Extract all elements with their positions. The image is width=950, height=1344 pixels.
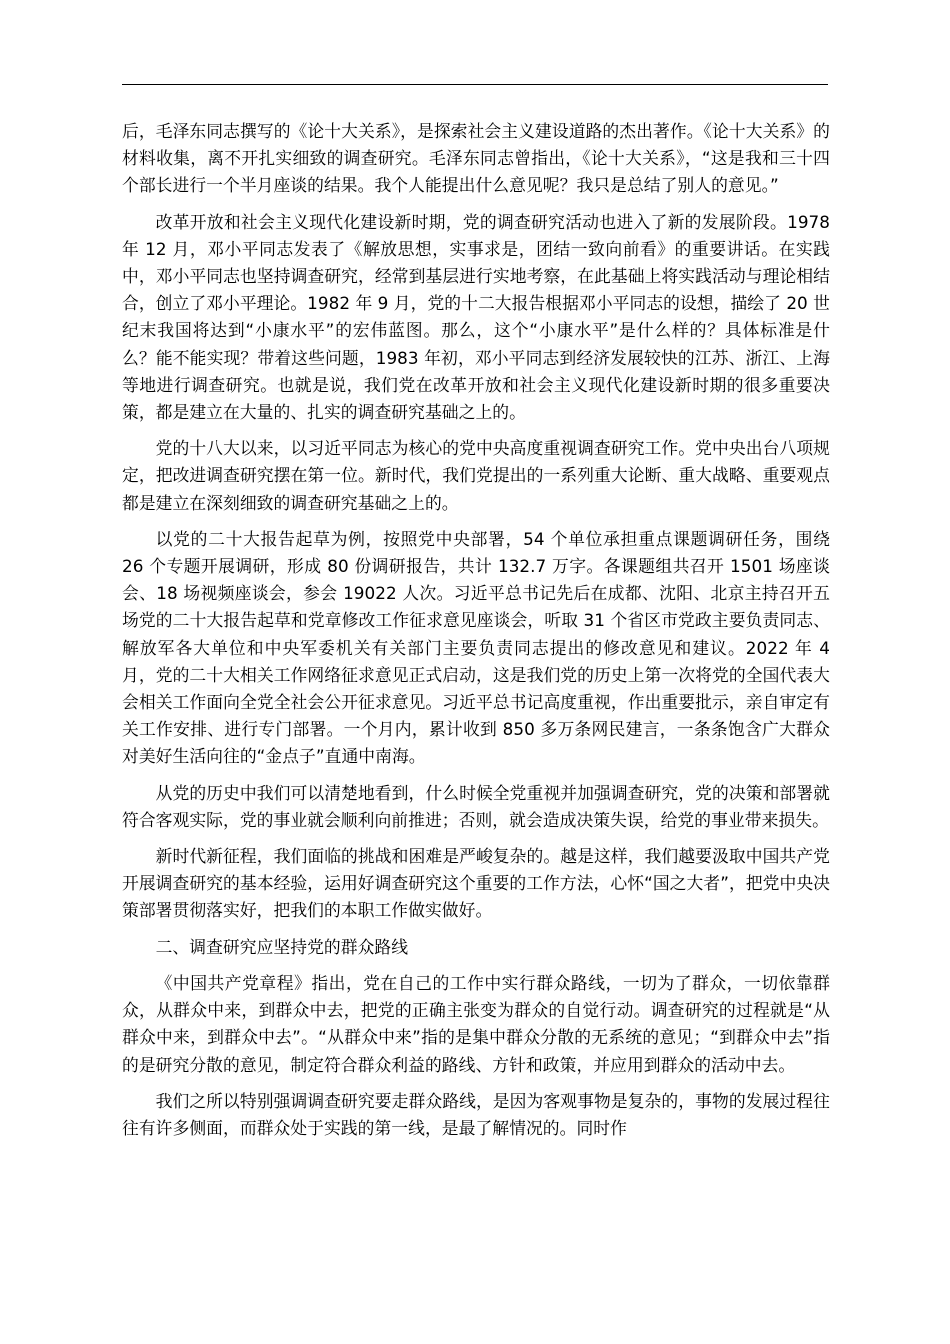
paragraph-mass-line-reason: 我们之所以特别强调调查研究要走群众路线，是因为客观事物是复杂的，事物的发展过程往往有许多侧面，而群众处于实践的第一线，是最了解情况的。同时作	[122, 1090, 830, 1138]
paragraph-history-lesson: 从党的历史中我们可以清楚地看到，什么时候全党重视并加强调查研究，党的决策和部署就符合客观实际，党的事业就会顺利向前推进；否则，就会造成决策失误，给党的事业带来损失。	[122, 782, 830, 830]
header-rule	[122, 84, 828, 85]
paragraph-new-era: 新时代新征程，我们面临的挑战和困难是严峻复杂的。越是这样，我们越要汲取中国共产党开展调查研究的基本经验，运用好调查研究这个重要的工作方法，心怀“国之大者”，把党中央决策部署贯彻落实好，把我们的本职工作做实做好。	[122, 846, 830, 921]
paragraph-eighteenth-congress: 党的十八大以来，以习近平同志为核心的党中央高度重视调查研究工作。党中央出台八项规定，把改进调查研究摆在第一位。新时代，我们党提出的一系列重大论断、重大战略、重要观点都是建立在深刻细致的调查研究基础之上的。	[122, 438, 830, 513]
paragraph-twentieth-report: 以党的二十大报告起草为例，按照党中央部署，54 个单位承担重点课题调研任务，围绕 26 个专题开展调研，形成 80 份调研报告，共计 132.7 万字。各课题组共召开 1501 场座谈会、18 场视频座谈会，参会 19022 人次。习近平总书记先后在成都、沈阳、北京主持召开五场党的二十大报告起草和党章修改工作征求意见座谈会，听取 31 个省区市党政主要负责同志、解放军各大单位和中央军委机关有关部门主要负责同志提出的修改意见和建议。2022 年 4 月，党的二十大相关工作网络征求意见正式启动，这是我们党的历史上第一次将党的全国代表大会相关工作面向全党全社会公开征求意见。习近平总书记高度重视，作出重要批示，亲自审定有关工作安排、进行专门部署。一个月内，累计收到 850 多万条网民建言，一条条饱含广大群众对美好生活向往的“金点子”直通中南海。	[122, 528, 830, 767]
paragraph-party-constitution: 《中国共产党章程》指出，党在自己的工作中实行群众路线，一切为了群众，一切依靠群众，从群众中来，到群众中去，把党的正确主张变为群众的自觉行动。调查研究的过程就是“从群众中来，到群众中去”。“从群众中来”指的是集中群众分散的无系统的意见；“到群众中去”指的是研究分散的意见，制定符合群众利益的路线、方针和政策，并应用到群众的活动中去。	[122, 972, 830, 1075]
paragraph-continuation: 后，毛泽东同志撰写的《论十大关系》，是探索社会主义建设道路的杰出著作。《论十大关系》的材料收集，离不开扎实细致的调查研究。毛泽东同志曾指出，《论十大关系》，“这是我和三十四个部长进行一个半月座谈的结果。我个人能提出什么意见呢？我只是总结了别人的意见。”	[122, 121, 830, 196]
section-heading-mass-line: 二、调查研究应坚持党的群众路线	[155, 936, 409, 957]
paragraph-reform-era: 改革开放和社会主义现代化建设新时期，党的调查研究活动也进入了新的发展阶段。1978 年 12 月，邓小平同志发表了《解放思想，实事求是，团结一致向前看》的重要讲话。在实践中，邓小平同志也坚持调查研究，经常到基层进行实地考察，在此基础上将实践活动与理论相结合，创立了邓小平理论。1982 年 9 月，党的十二大报告根据邓小平同志的设想，描绘了 20 世纪末我国将达到“小康水平”的宏伟蓝图。那么，这个“小康水平”是什么样的？具体标准是什么？能不能实现？带着这些问题，1983 年初，邓小平同志到经济发展较快的江苏、浙江、上海等地进行调查研究。也就是说，我们党在改革开放和社会主义现代化建设新时期的很多重要决策，都是建立在大量的、扎实的调查研究基础之上的。	[122, 211, 830, 423]
document-body	[122, 118, 830, 1151]
